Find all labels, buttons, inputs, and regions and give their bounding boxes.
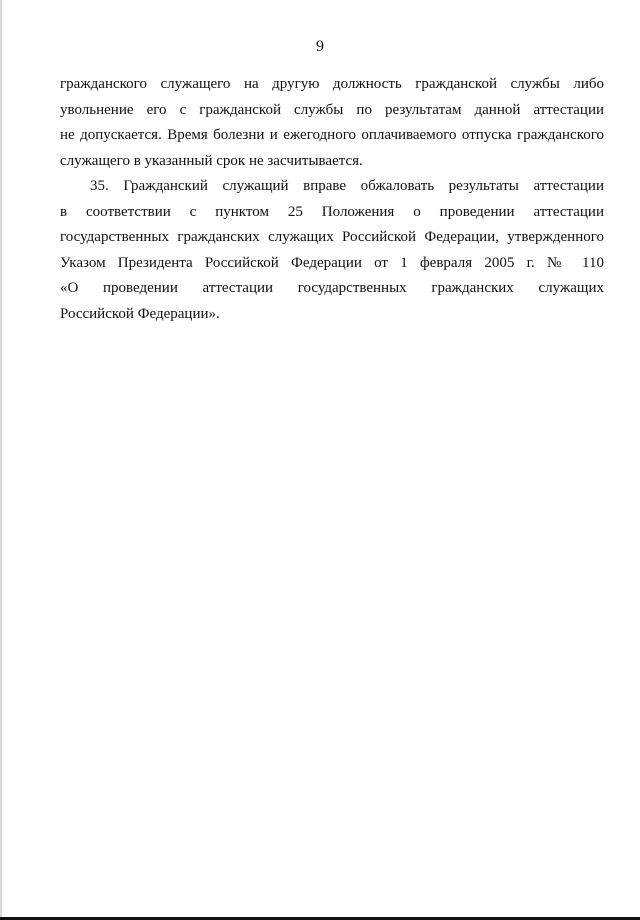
text-line: в соответствии с пунктом 25 Положения о проведении аттестации bbox=[60, 203, 604, 220]
document-body bbox=[60, 72, 604, 327]
paragraph-35 bbox=[60, 174, 604, 327]
paragraph-continuation bbox=[60, 72, 604, 174]
text-line: увольнение его с гражданской службы по результатам данной аттестации bbox=[60, 101, 604, 118]
text-line: 35. Гражданский служащий вправе обжаловать результаты аттестации bbox=[90, 178, 604, 194]
text-line: Указом Президента Российской Федерации от 1 февраля 2005 г. № 110 bbox=[60, 254, 604, 271]
text-line: «О проведении аттестации государственных гражданских служащих bbox=[60, 280, 604, 296]
text-line: не допускается. Время болезни и ежегодного оплачиваемого отпуска гражданского bbox=[60, 127, 604, 143]
text-line: служащего в указанный срок не засчитывается. bbox=[60, 152, 363, 169]
scan-edge-left bbox=[0, 0, 2, 920]
page-number: 9 bbox=[316, 38, 324, 55]
text-line: гражданского служащего на другую должность гражданской службы либо bbox=[60, 76, 604, 92]
text-line: Российской Федерации». bbox=[60, 305, 220, 322]
text-line: государственных гражданских служащих Российской Федерации, утвержденного bbox=[60, 229, 604, 245]
